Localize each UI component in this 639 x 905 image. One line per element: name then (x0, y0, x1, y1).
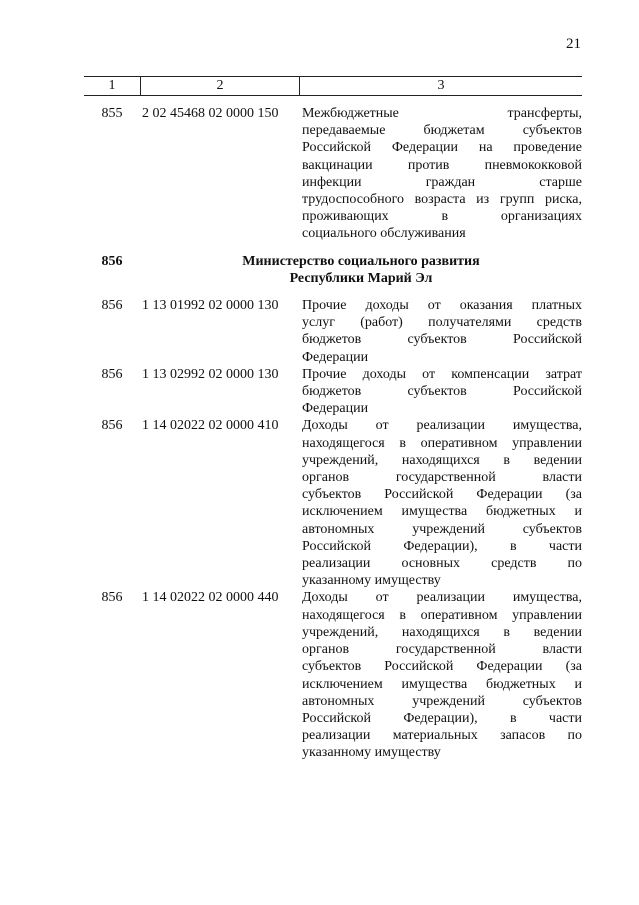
revenue-name (302, 297, 582, 366)
revenue-name-line: находящегося в оперативном управлении (302, 607, 582, 623)
header-col-3: 3 (437, 78, 445, 93)
ministry-name-line: Республики Марий Эл (289, 270, 433, 286)
header-col-2: 2 (141, 77, 300, 95)
table-row (84, 105, 582, 243)
revenue-name-line: реализации материальных запасов по (302, 728, 582, 744)
revenue-name-line: Доходы от реализации имущества, (302, 418, 582, 434)
revenue-name-line: Российской Федерации на проведение (302, 140, 582, 156)
revenue-name-line: учреждений, находящихся в ведении (302, 624, 582, 640)
revenue-name-line: исключением имущества бюджетных и (302, 676, 582, 692)
revenue-name-line: Доходы от реализации имущества, (302, 590, 582, 606)
revenue-name-line: реализации основных средств по (302, 556, 582, 572)
revenue-code: 1 13 02992 02 0000 130 (142, 366, 279, 382)
admin-code: 856 (101, 366, 123, 382)
table-row (84, 297, 582, 366)
revenue-name-line: бюджетов субъектов Российской (302, 332, 582, 348)
revenue-name-line: указанному имуществу (302, 573, 441, 589)
revenue-code: 2 02 45468 02 0000 150 (142, 106, 279, 121)
revenue-name-line: Федерации (302, 349, 369, 365)
table-body (84, 105, 582, 762)
table-row (84, 589, 582, 761)
revenue-name-line: проживающих в организациях (302, 209, 582, 225)
ministry-name (140, 253, 582, 287)
revenue-name-line: автономных учреждений субъектов (302, 693, 582, 709)
ministry-name-line: Министерство социального развития (242, 253, 480, 269)
revenue-name-line: Межбюджетные трансферты, (302, 106, 582, 121)
admin-code: 855 (101, 106, 123, 121)
table-row (84, 417, 582, 589)
admin-code: 856 (101, 298, 123, 314)
revenue-name-line: Прочие доходы от оказания платных (302, 298, 582, 314)
revenue-name (302, 366, 582, 418)
revenue-name-line: трудоспособного возраста из групп риска, (302, 192, 582, 208)
revenue-name-line: социального обслуживания (302, 226, 466, 242)
revenue-name-line: вакцинации против пневмококковой (302, 157, 582, 173)
revenue-name-line: указанному имуществу (302, 745, 441, 761)
revenue-code: 1 14 02022 02 0000 440 (142, 590, 279, 606)
revenue-name-line: исключением имущества бюджетных и (302, 504, 582, 520)
revenue-name-line: Прочие доходы от компенсации затрат (302, 366, 582, 382)
revenue-name-line: Российской Федерации), в части (302, 710, 582, 726)
revenue-name-line: Российской Федерации), в части (302, 538, 582, 554)
revenue-name-line: инфекции граждан старше (302, 174, 582, 190)
revenue-name (302, 417, 582, 589)
revenue-name-line: автономных учреждений субъектов (302, 521, 582, 537)
admin-code: 856 (101, 418, 123, 434)
revenue-name-line: услуг (работ) получателями средств (302, 315, 582, 331)
revenue-name-line: бюджетов субъектов Российской (302, 384, 582, 400)
ministry-heading-row (84, 253, 582, 287)
revenue-name (302, 589, 582, 761)
ministry-admin-code: 856 (101, 253, 123, 269)
revenue-name-line: учреждений, находящихся в ведении (302, 452, 582, 468)
revenue-name-line: Федерации (302, 401, 369, 417)
revenue-code: 1 14 02022 02 0000 410 (142, 418, 279, 434)
revenue-name (302, 105, 582, 243)
revenue-code: 1 13 01992 02 0000 130 (142, 298, 279, 314)
page-number: 21 (566, 36, 581, 52)
admin-code: 856 (101, 590, 123, 606)
revenue-name-line: передаваемые бюджетам субъектов (302, 123, 582, 139)
table-header (84, 76, 582, 96)
table-row (84, 366, 582, 418)
revenue-name-line: органов государственной власти (302, 470, 582, 486)
revenue-name-line: субъектов Российской Федерации (за (302, 487, 582, 503)
revenue-name-line: субъектов Российской Федерации (за (302, 659, 582, 675)
revenue-name-line: органов государственной власти (302, 642, 582, 658)
revenue-name-line: находящегося в оперативном управлении (302, 435, 582, 451)
header-col-1: 1 (84, 77, 141, 95)
